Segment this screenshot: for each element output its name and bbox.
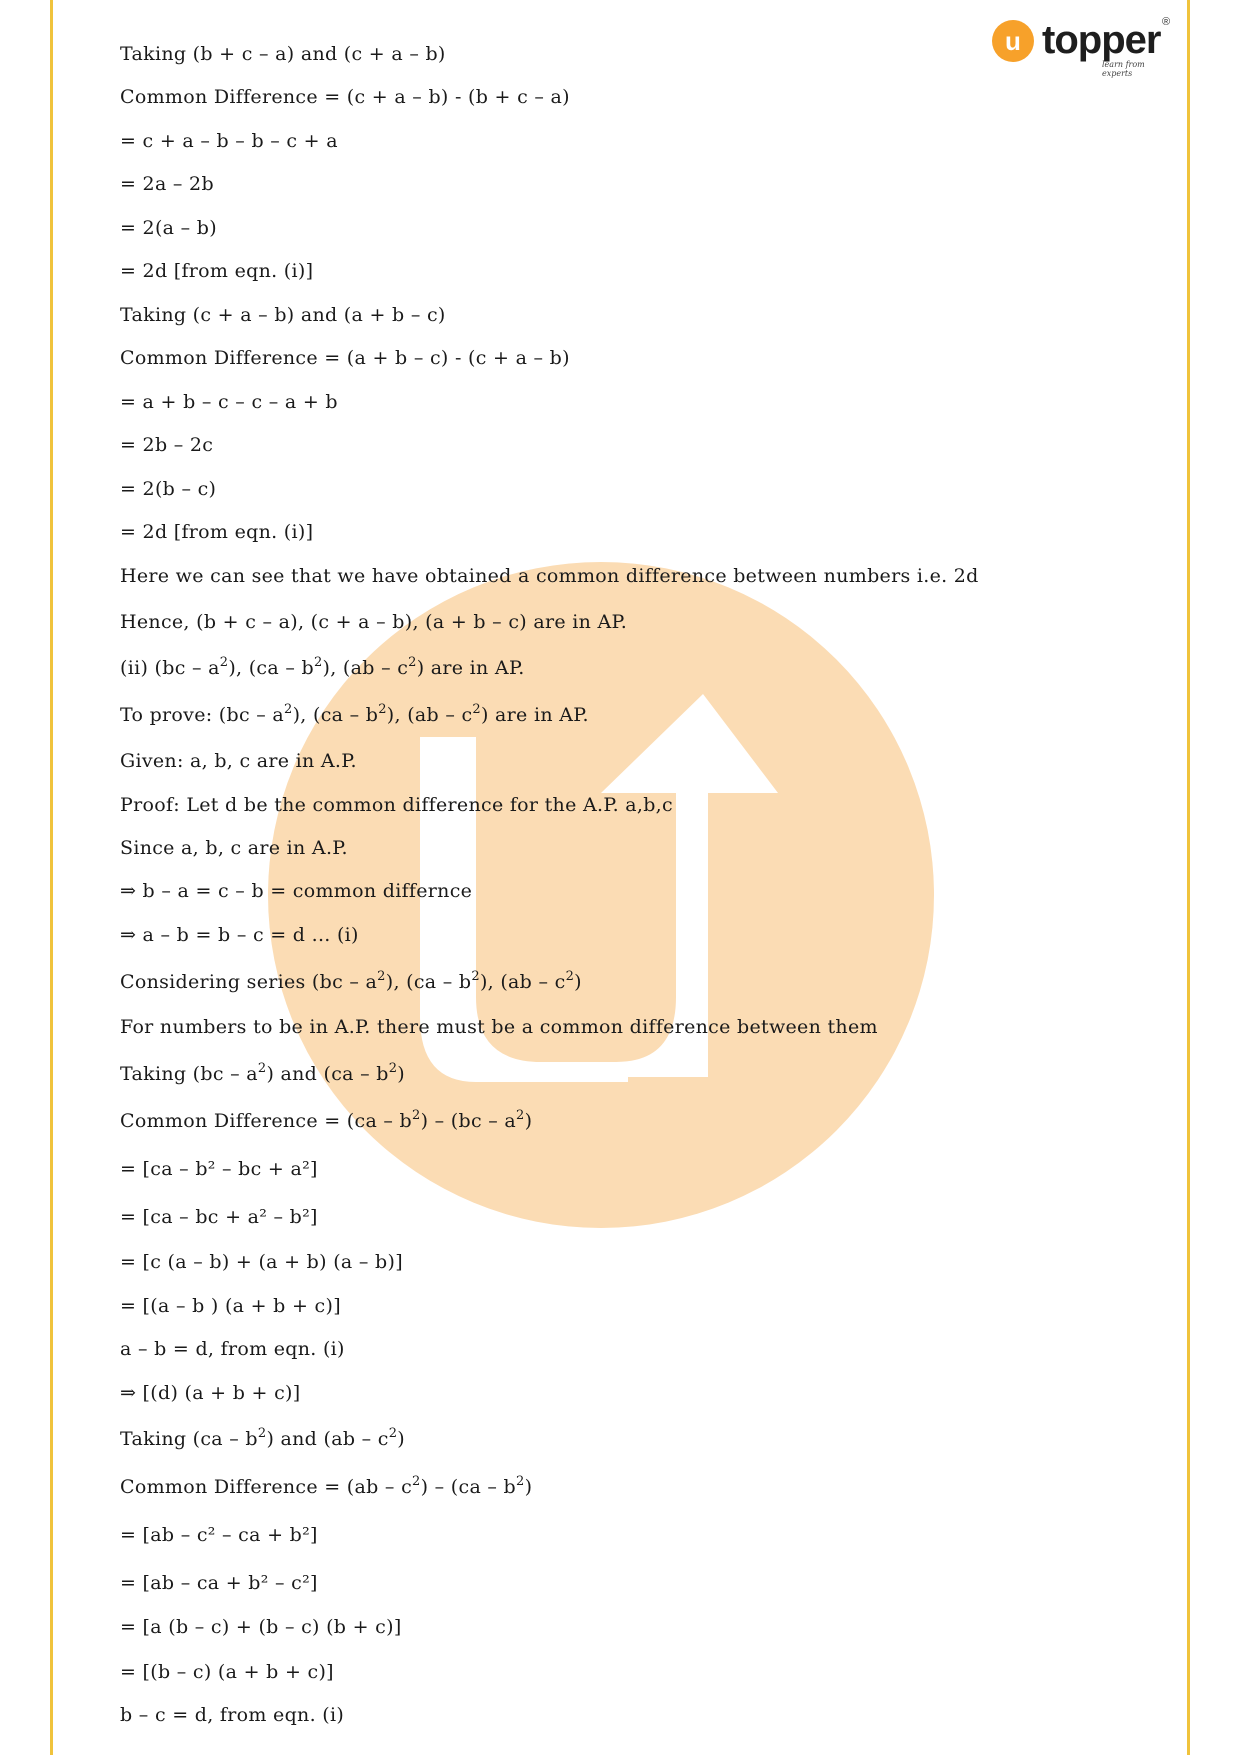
text-line: Common Difference = $(ab - c^2) - (ca - b^2)$ — [120, 1473, 533, 1498]
page-border-left — [50, 0, 53, 1755]
text-line: = 2d [from eqn. (i)] — [120, 521, 314, 543]
text-line: ⇒ [(d) (a + b + c)] — [120, 1382, 301, 1404]
text-line: Taking (b + c – a) and (c + a – b) — [120, 43, 446, 65]
text-line: Taking $(bc - a^2)$ and $(ca - b^2)$ — [120, 1060, 406, 1085]
text-line: = 2(a – b) — [120, 217, 217, 239]
registered-mark: ® — [1162, 16, 1171, 28]
text-line: = a + b – c – c – a + b — [120, 391, 338, 413]
text-line: Common Difference = (c + a – b) - (b + c – a) — [120, 86, 570, 108]
text-line: For numbers to be in A.P. there must be a common difference between them — [120, 1016, 878, 1038]
text-line: Hence, (b + c – a), (c + a – b), (a + b – c) are in AP. — [120, 611, 628, 633]
text-line: = 2d [from eqn. (i)] — [120, 260, 314, 282]
text-line: = c + a – b – b – c + a — [120, 130, 338, 152]
text-line: Taking $(ca - b^2)$ and $(ab - c^2)$ — [120, 1425, 406, 1450]
logo-tagline: learn from experts — [1102, 60, 1145, 78]
text-line: = [ca – b² – bc + a²] — [120, 1158, 318, 1180]
text-line: = 2a – 2b — [120, 173, 214, 195]
text-line: b – c = d, from eqn. (i) — [120, 1704, 345, 1726]
text-line: = [(b – c) (a + b + c)] — [120, 1661, 334, 1683]
text-line: (ii) $(bc - a^2)$, $(ca - b^2)$, $(ab - c^2)$ are in AP. — [120, 654, 525, 679]
text-line: ⇒ a – b = b – c = d ... (i) — [120, 924, 359, 946]
text-line: ⇒ b – a = c – b = common differnce — [120, 880, 473, 902]
logo-wordmark: topper — [1042, 18, 1161, 62]
text-line: = [ca – bc + a² – b²] — [120, 1206, 318, 1228]
text-line: Here we can see that we have obtained a common difference between numbers i.e. 2d — [120, 565, 979, 587]
page-border-right — [1187, 0, 1190, 1755]
text-line: Common Difference = $(ca - b^2) - (bc - a^2)$ — [120, 1107, 533, 1132]
text-line: = [a (b – c) + (b – c) (b + c)] — [120, 1616, 402, 1638]
text-line: = 2(b – c) — [120, 478, 217, 500]
text-line: Common Difference = (a + b – c) - (c + a – b) — [120, 347, 570, 369]
text-line: = 2b – 2c — [120, 434, 214, 456]
text-line: = [ab – c² – ca + b²] — [120, 1524, 318, 1546]
text-line: = [c (a – b) + (a + b) (a – b)] — [120, 1251, 403, 1273]
text-line: Taking (c + a – b) and (a + b – c) — [120, 304, 446, 326]
logo-mark-icon: u — [992, 20, 1034, 62]
text-line: Since a, b, c are in A.P. — [120, 837, 348, 859]
text-line: To prove: $(bc - a^2)$, $(ca - b^2)$, $(ab - c^2)$ are in AP. — [120, 701, 589, 726]
text-line: Proof: Let d be the common difference for the A.P. a,b,c — [120, 794, 673, 816]
topper-logo — [990, 16, 1175, 78]
text-line: = [ab – ca + b² – c²] — [120, 1572, 318, 1594]
text-line: Considering series $(bc - a^2)$, $(ca - b^2)$, $(ab - c^2)$ — [120, 968, 582, 993]
text-line: = [(a – b ) (a + b + c)] — [120, 1295, 341, 1317]
text-line: Given: a, b, c are in A.P. — [120, 750, 357, 772]
text-line: a – b = d, from eqn. (i) — [120, 1338, 345, 1360]
